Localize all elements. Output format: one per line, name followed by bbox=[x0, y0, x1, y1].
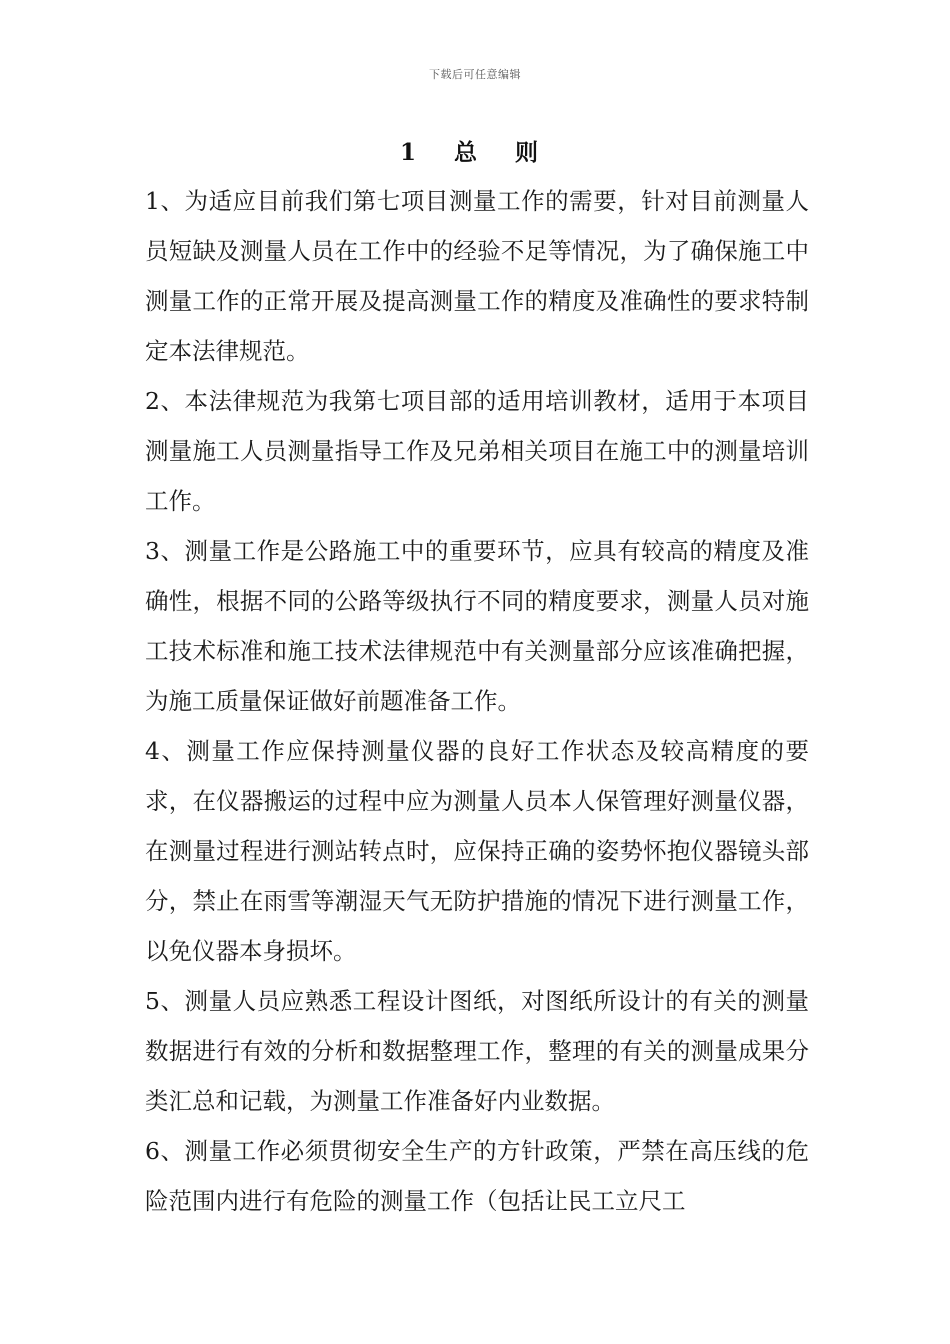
section-title: 1 总 则 bbox=[399, 139, 551, 166]
document-body bbox=[145, 176, 809, 1226]
paragraph-6: 6、测量工作必须贯彻安全生产的方针政策，严禁在高压线的危险范围内进行有危险的测量工作（包括让民工立尺工 bbox=[145, 1137, 809, 1215]
paragraph-2: 2、本法律规范为我第七项目部的适用培训教材，适用于本项目测量施工人员测量指导工作及兄弟相关项目在施工中的测量培训工作。 bbox=[145, 387, 809, 515]
paragraph-4: 4、测量工作应保持测量仪器的良好工作状态及较高精度的要求，在仪器搬运的过程中应为测量人员本人保管理好测量仪器，在测量过程进行测站转点时，应保持正确的姿势怀抱仪器镜头部分，禁止在雨雪等潮湿天气无防护措施的情况下进行测量工作，以免仪器本身损坏。 bbox=[145, 737, 809, 965]
header-note: 下载后可任意编辑 bbox=[429, 68, 521, 81]
paragraph-3: 3、测量工作是公路施工中的重要环节，应具有较高的精度及准确性，根据不同的公路等级执行不同的精度要求，测量人员对施工技术标准和施工技术法律规范中有关测量部分应该准确把握，为施工质量保证做好前题准备工作。 bbox=[145, 537, 809, 715]
paragraph-1: 1、为适应目前我们第七项目测量工作的需要，针对目前测量人员短缺及测量人员在工作中的经验不足等情况，为了确保施工中测量工作的正常开展及提高测量工作的精度及准确性的要求特制定本法律规范。 bbox=[145, 187, 809, 365]
paragraph-5: 5、测量人员应熟悉工程设计图纸，对图纸所设计的有关的测量数据进行有效的分析和数据整理工作，整理的有关的测量成果分类汇总和记载，为测量工作准备好内业数据。 bbox=[145, 987, 809, 1115]
